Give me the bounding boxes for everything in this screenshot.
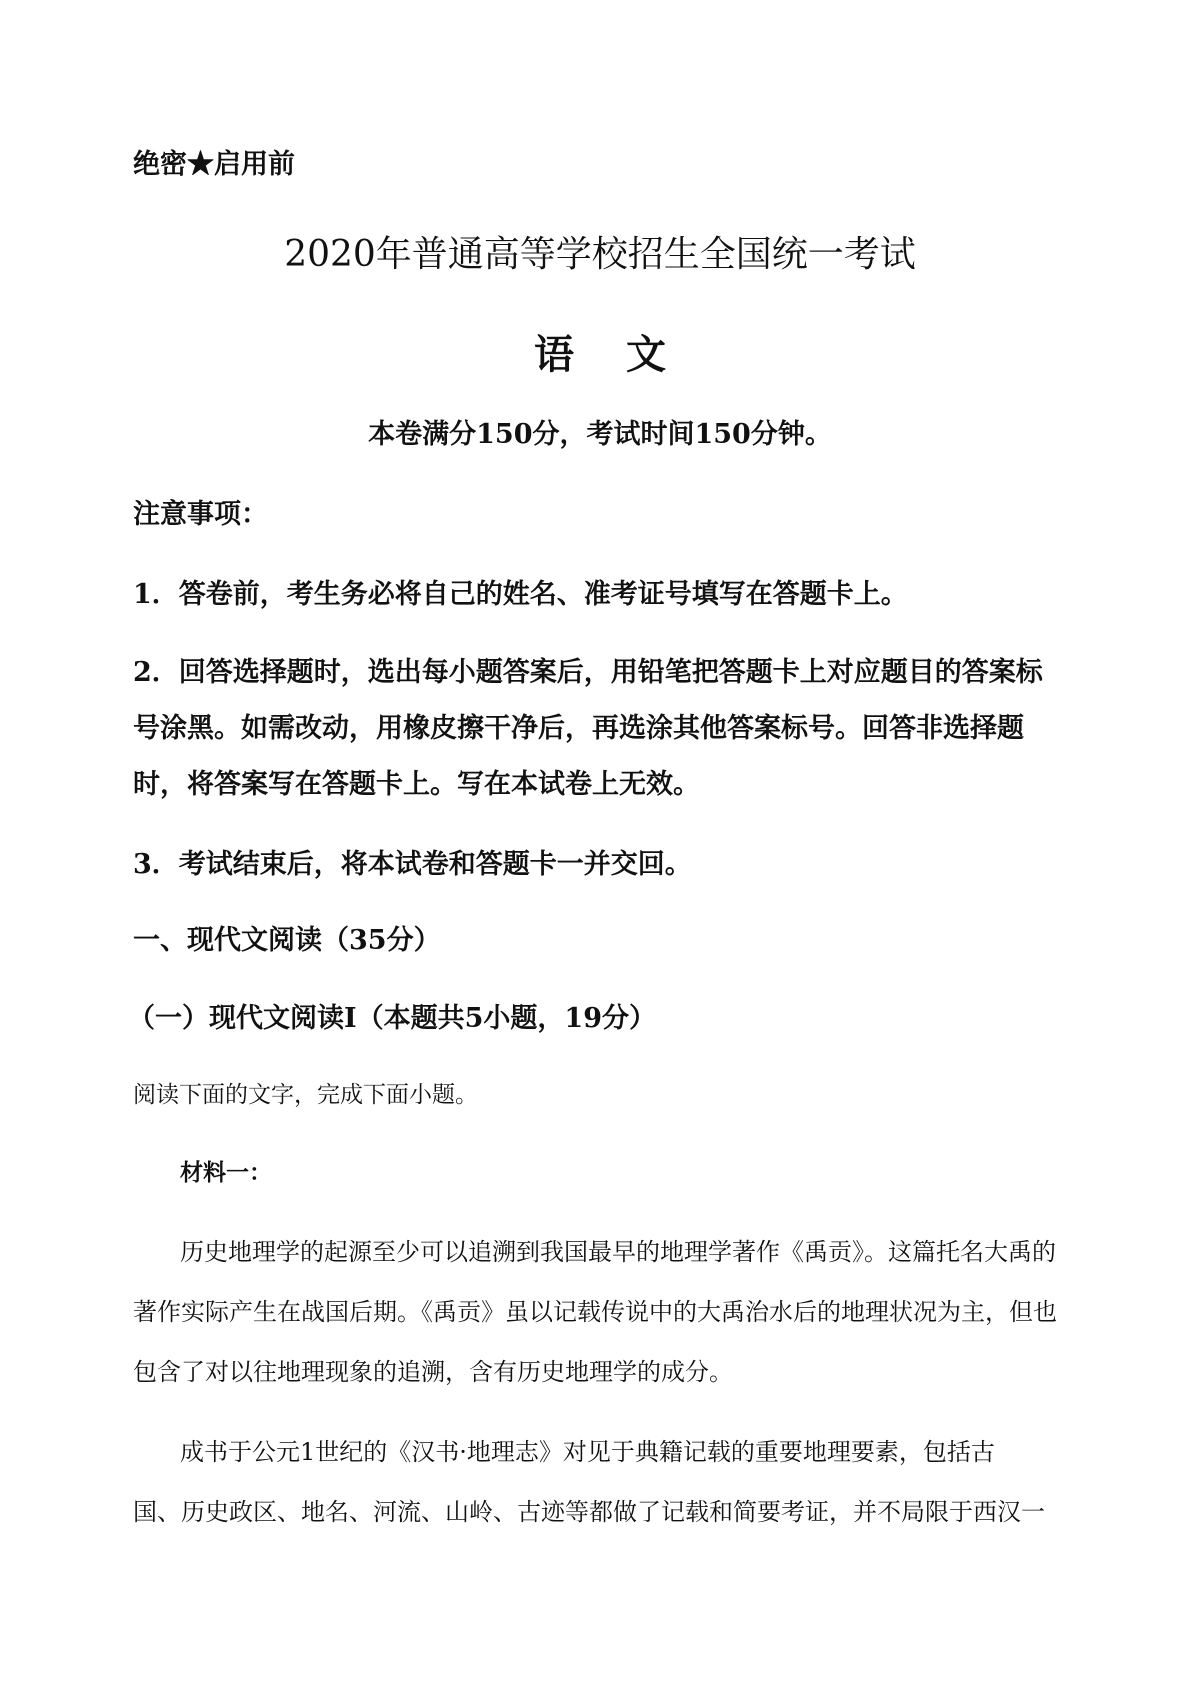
paragraph-1-line-1: 历史地理学的起源至少可以追溯到我国最早的地理学著作《禹贡》。这篇托名大禹的 — [180, 1238, 1056, 1266]
paragraph-1-line-2: 著作实际产生在战国后期。《禹贡》虽以记载传说中的大禹治水后的地理状况为主，但也 — [133, 1298, 1057, 1326]
score-info: 本卷满分150分，考试时间150分钟。 — [368, 419, 832, 450]
material-label: 材料一： — [180, 1159, 272, 1186]
notice-heading: 注意事项： — [133, 499, 268, 530]
exam-title: 2020年普通高等学校招生全国统一考试 — [284, 234, 916, 275]
notice-item-2-line-3: 时，将答案写在答题卡上。写在本试卷上无效。 — [133, 769, 700, 800]
paragraph-2-line-1: 成书于公元1世纪的《汉书·地理志》对见于典籍记载的重要地理要素，包括古 — [180, 1438, 995, 1466]
subsection-heading: （一）现代文阅读Ⅰ（本题共5小题，19分） — [128, 1003, 656, 1034]
reading-instruction: 阅读下面的文字，完成下面小题。 — [133, 1082, 478, 1108]
notice-item-1: 1．答卷前，考生务必将自己的姓名、准考证号填写在答题卡上。 — [133, 579, 908, 610]
notice-item-2-line-1: 2．回答选择题时，选出每小题答案后，用铅笔把答题卡上对应题目的答案标 — [133, 657, 1043, 688]
paragraph-2-line-2: 国、历史政区、地名、河流、山岭、古迹等都做了记载和简要考证，并不局限于西汉一 — [133, 1498, 1045, 1526]
secret-mark: 绝密★启用前 — [133, 149, 295, 180]
subject-title: 语文 — [534, 331, 718, 378]
section-heading: 一、现代文阅读（35分） — [133, 925, 441, 956]
notice-item-3: 3．考试结束后，将本试卷和答题卡一并交回。 — [133, 849, 692, 880]
notice-item-2-line-2: 号涂黑。如需改动，用橡皮擦干净后，再选涂其他答案标号。回答非选择题 — [133, 713, 1024, 744]
paragraph-1-line-3: 包含了对以往地理现象的追溯，含有历史地理学的成分。 — [133, 1358, 733, 1386]
